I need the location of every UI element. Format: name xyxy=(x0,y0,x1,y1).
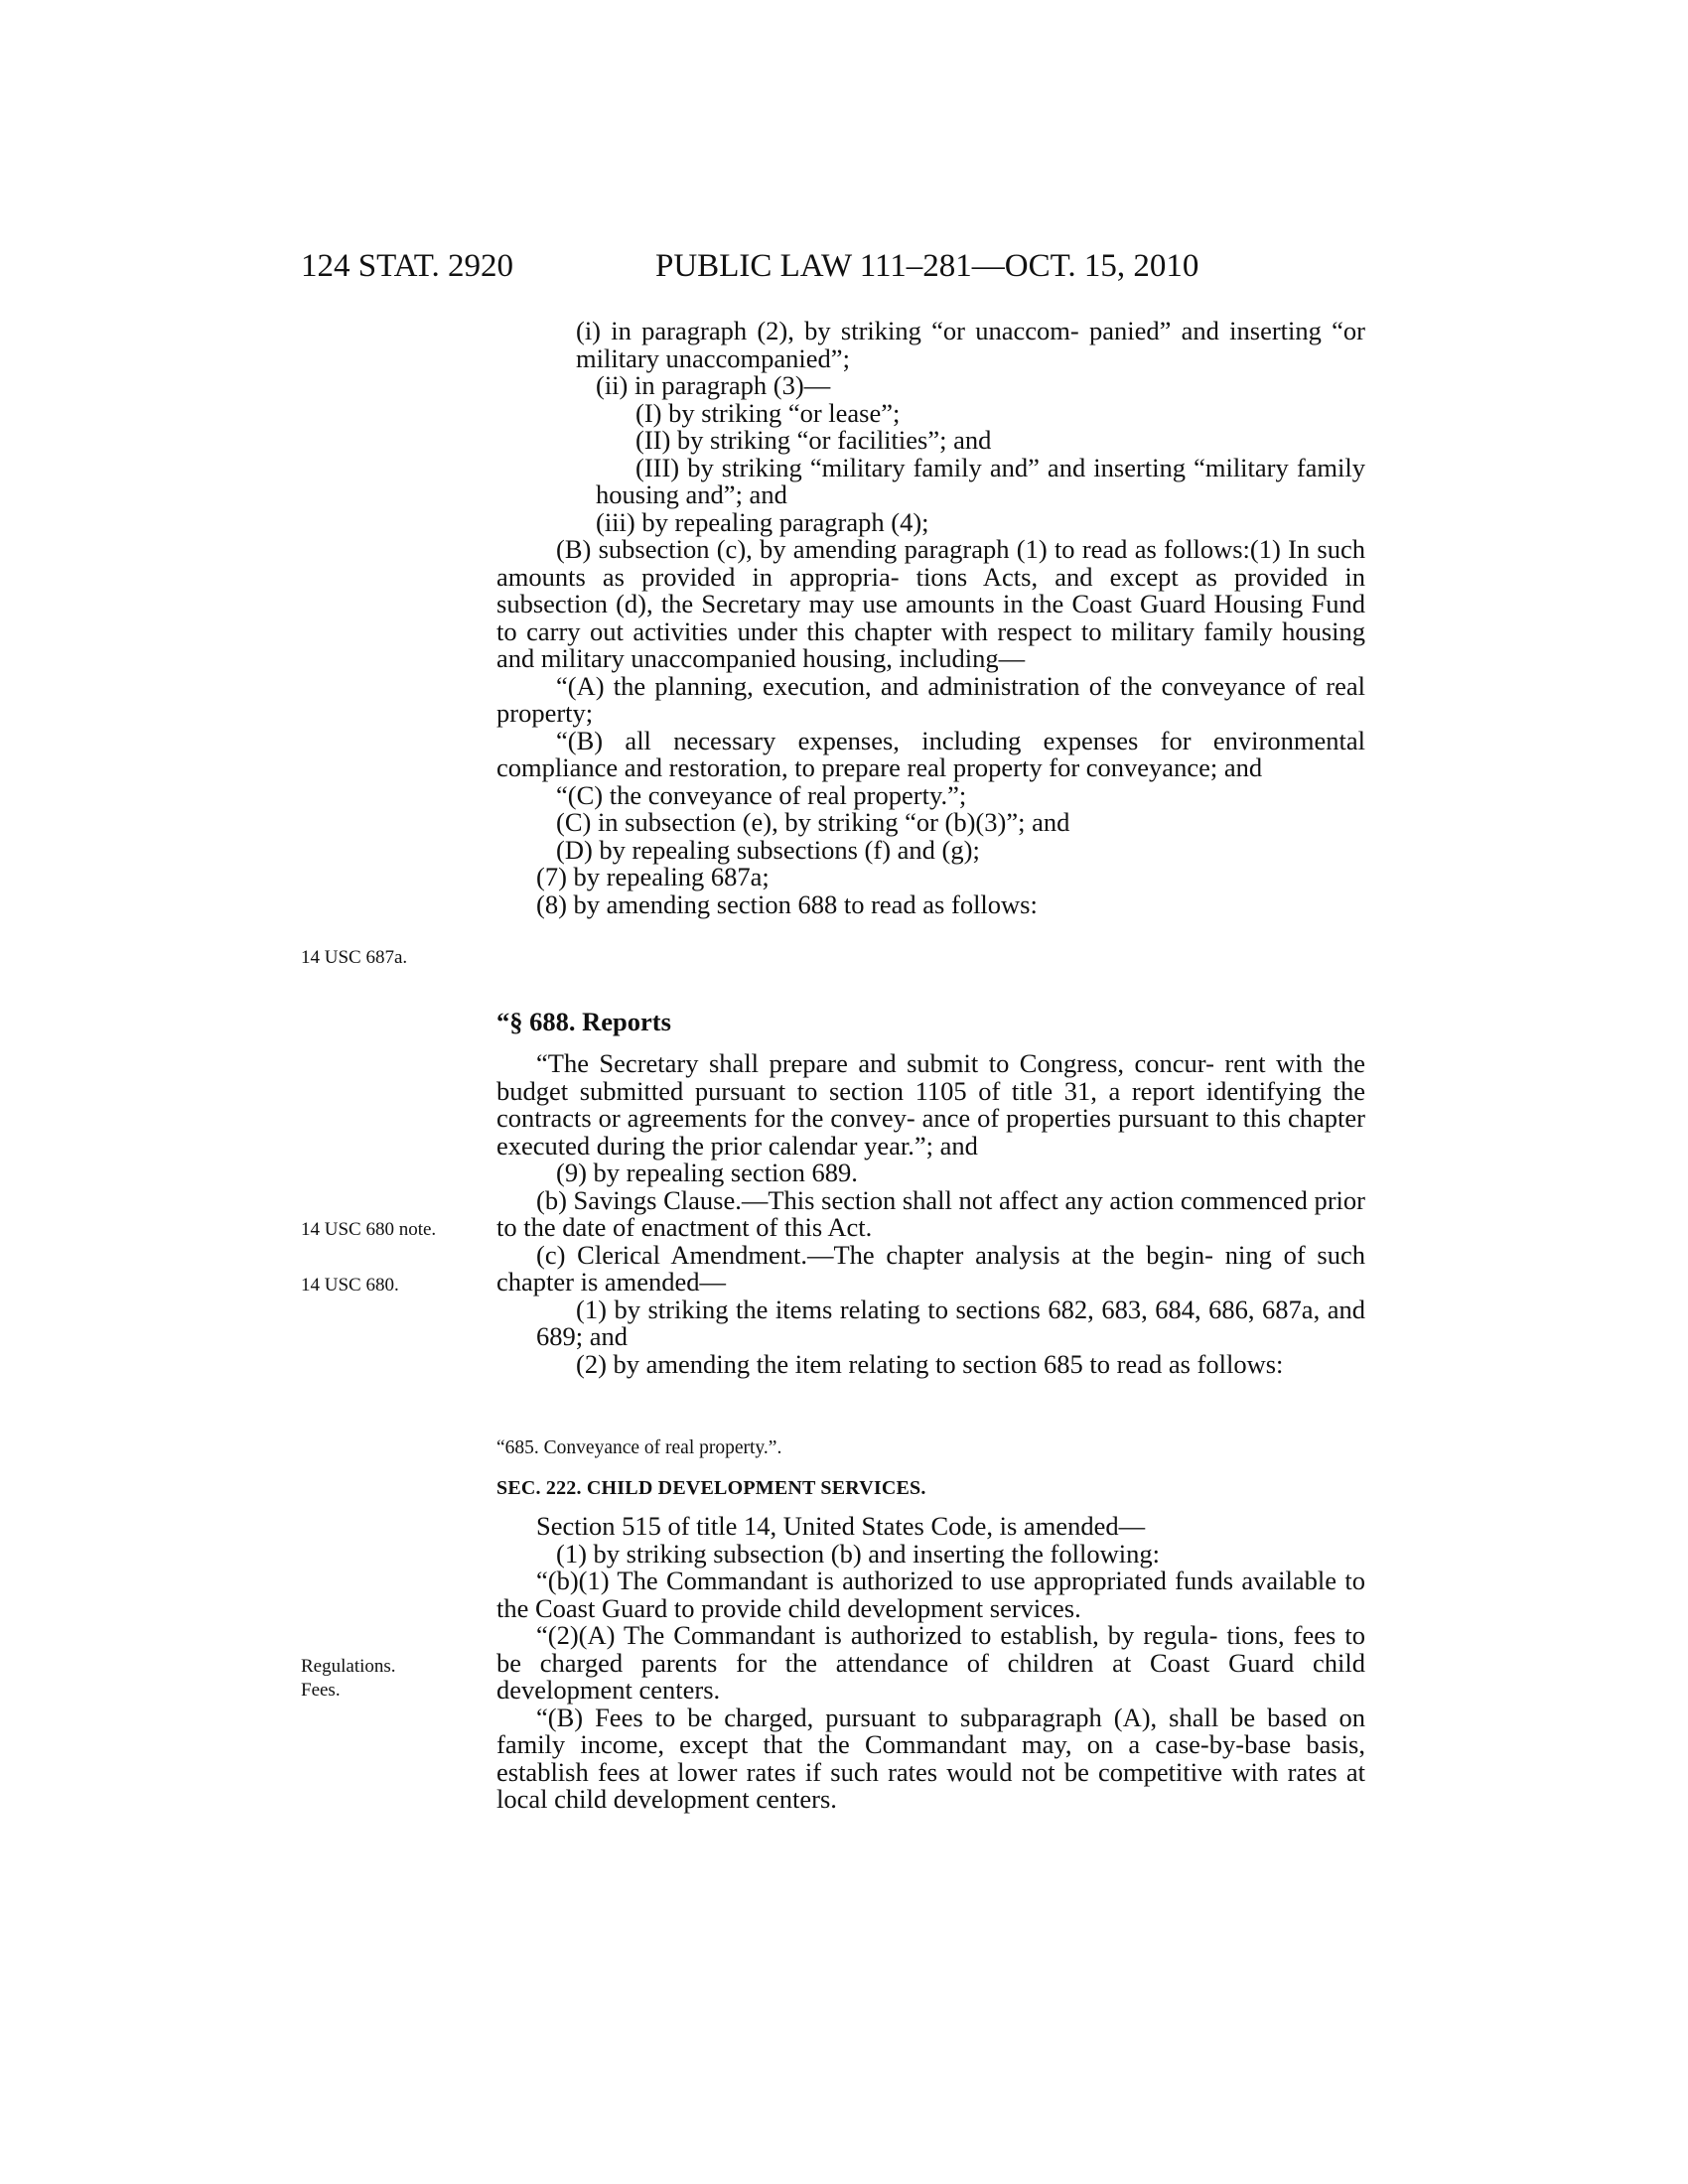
amendment-block-1 xyxy=(496,318,1365,918)
paragraph: (8) by amending section 688 to read as follows: xyxy=(536,888,1038,919)
paragraph: (1) by striking the items relating to sections 682, 683, 684, 686, 687a, and 689; and xyxy=(536,1294,1365,1351)
paragraph: (7) by repealing 687a; xyxy=(536,862,770,891)
paragraph: (D) by repealing subsections (f) and (g); xyxy=(556,834,980,865)
paragraph: (9) by repealing section 689. xyxy=(556,1158,858,1187)
paragraph: “(B) Fees to be charged, pursuant to subparagraph (A), shall be based on family income, except that the Commandant may, on a case-by-base basis, establish fees at lower rates if such rates would not be competitive with rates at local child development centers. xyxy=(496,1702,1365,1814)
paragraph: “The Secretary shall prepare and submit to Congress, concur- rent with the budget submitted pursuant to section 1105 of title 31, a report identifying the contracts or agreements for the convey- ance of properties pursuant to this chapter executed during the prior calendar year.”; and xyxy=(496,1048,1365,1160)
paragraph: (ii) in paragraph (3)— xyxy=(596,370,831,400)
page-title: PUBLIC LAW 111–281—OCT. 15, 2010 xyxy=(655,248,1199,284)
margin-note-usc-687a: 14 USC 687a. xyxy=(301,947,408,968)
table-of-sections-item: “685. Conveyance of real property.”. xyxy=(496,1437,782,1458)
paragraph: (C) in subsection (e), by striking “or (b)(3)”; and xyxy=(556,807,1070,837)
paragraph: “(2)(A) The Commandant is authorized to establish, by regula- tions, fees to be charged parents for the attendance of children at Coast Guard child development centers. xyxy=(496,1620,1365,1705)
sec-222-heading: SEC. 222. CHILD DEVELOPMENT SERVICES. xyxy=(496,1477,926,1499)
paragraph: (1) by striking subsection (b) and inserting the following: xyxy=(556,1538,1160,1569)
clerical-amendment: (c) Clerical Amendment.—The chapter analysis at the begin- ning of such chapter is amended— xyxy=(496,1239,1365,1297)
paragraph: (II) by striking “or facilities”; and xyxy=(635,425,992,455)
paragraph: (i) in paragraph (2), by striking “or unaccom- panied” and inserting “or military unaccompanied”; xyxy=(576,316,1365,373)
paragraph: Section 515 of title 14, United States Code, is amended— xyxy=(536,1511,1146,1541)
table-item-wrap xyxy=(496,1437,1365,1459)
amendment-block-4 xyxy=(496,1513,1365,1814)
paragraph: “(B) all necessary expenses, including expenses for environmental compliance and restoration, to prepare real property for conveyance; and xyxy=(496,725,1365,782)
paragraph: (iii) by repealing paragraph (4); xyxy=(596,506,929,537)
paragraph: (III) by striking “military family and” and inserting “military family housing and”; and xyxy=(596,452,1365,509)
amendment-block-2 xyxy=(496,1050,1365,1378)
margin-note-regulations: Regulations. xyxy=(301,1656,396,1677)
paragraph: (B) subsection (c), by amending paragraph (1) to read as follows:(1) In such amounts as provided in appropria- tions Acts, and except as provided in subsection (d), the Secretary may use amounts in the Coast Guard Housing Fund to carry out activities under this chapter with respect to military family housing and military unaccompanied housing, including— xyxy=(496,534,1365,673)
stat-page-number: 124 STAT. 2920 xyxy=(301,248,514,284)
paragraph: “(b)(1) The Commandant is authorized to use appropriated funds available to the Coast Guard to provide child development services. xyxy=(496,1566,1365,1623)
paragraph: (I) by striking “or lease”; xyxy=(635,397,901,428)
margin-note-fees: Fees. xyxy=(301,1680,341,1701)
savings-clause: (b) Savings Clause.—This section shall not affect any action commenced prior to the date of enactment of this Act. xyxy=(496,1184,1365,1242)
section-688-heading: “§ 688. Reports xyxy=(496,1007,671,1036)
paragraph: (2) by amending the item relating to section 685 to read as follows: xyxy=(576,1348,1284,1379)
margin-note-usc-680: 14 USC 680. xyxy=(301,1275,399,1296)
paragraph: “(A) the planning, execution, and administration of the conveyance of real property; xyxy=(496,670,1365,728)
section-688-heading-wrap xyxy=(496,1009,1365,1036)
sec-222-heading-wrap xyxy=(496,1477,1365,1500)
margin-note-usc-680-note: 14 USC 680 note. xyxy=(301,1219,437,1240)
paragraph: “(C) the conveyance of real property.”; xyxy=(556,779,967,810)
